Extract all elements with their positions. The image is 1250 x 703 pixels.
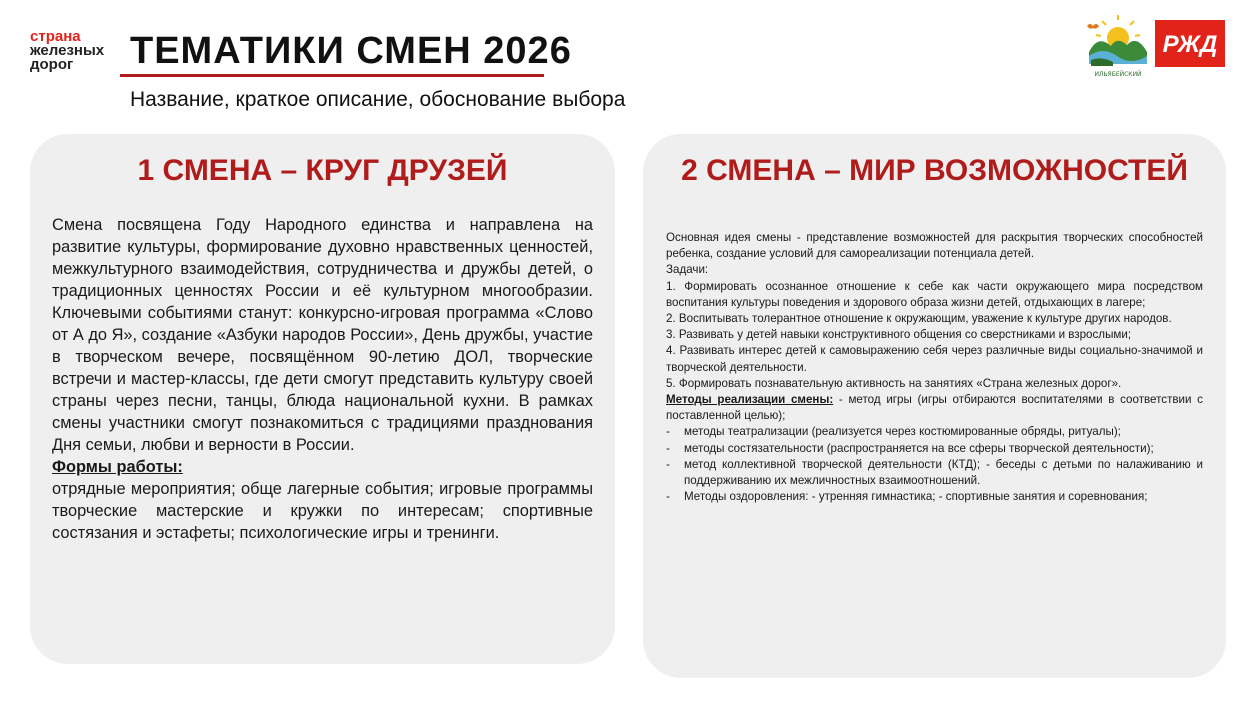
brand-line-2: железных	[30, 42, 105, 59]
brand-line-3: дорог	[30, 56, 74, 73]
shift-1-forms-text: отрядные мероприятия; обще лагерные события; игровые программы творческие мастерские и кружки по интересам; спортивные состязания и эстафеты; психологические игры и тренинги.	[52, 480, 593, 542]
shift-2-title: 2 СМЕНА – МИР ВОЗМОЖНОСТЕЙ	[681, 154, 1188, 187]
shift-2-methods-list	[666, 424, 1203, 505]
page-title: ТЕМАТИКИ СМЕН 2026	[130, 30, 572, 72]
shift-2-methods-intro-line	[666, 392, 1203, 424]
rzd-logo-icon	[1155, 20, 1225, 67]
page-subtitle: Название, краткое описание, обоснование выбора	[130, 88, 626, 111]
shift-2-idea: Основная идея смены - представление возможностей для раскрытия творческих способностей ребенка, создание условий для самореализации потенциала детей.	[666, 231, 1203, 261]
shift-2-task: 4. Развивать интерес детей к самовыражению себя через различные виды социально-значимой и творческой деятельности.	[666, 344, 1203, 374]
shift-1-description: Смена посвящена Году Народного единства и направлена на развитие культуры, формирование духовно нравственных ценностей, межкультурного взаимодействия, сотрудничества и дружбы детей, о традиционных ценностях России и её культурном многообразии. Ключевыми событиями станут: конкурсно-игровая программа «Слово от А до Я», создание «Азбуки народов России», День дружбы, участие в творческом вечере, посвящённом 90-летию ДОЛ, творческие встречи и мастер-классы, где дети смогут представить культуру своей страны через песни, танцы, блюда национальной кухни. В рамках смены участники смогут познакомиться с традициями празднования Дня семьи, любви и верности в России.	[52, 216, 593, 454]
camp-logo-icon	[1083, 12, 1153, 80]
shift-2-task: 3. Развивать у детей навыки конструктивного общения со сверстниками и взрослыми;	[666, 328, 1132, 342]
shift-2-methods-heading: Методы реализации смены:	[666, 393, 834, 407]
brand-logo-text	[30, 30, 104, 72]
shift-2-method-item: - метод коллективной творческой деятельности (КТД); - беседы с детьми по налаживанию и поддерживанию их межличностных взаимоотношений.	[666, 457, 1203, 489]
shift-2-task: 5. Формировать познавательную активность на занятиях «Страна железных дорог».	[666, 376, 1122, 390]
shift-2-method-item: - методы театрализации (реализуется через костюмированные обряды, ритуалы);	[666, 424, 1203, 440]
shift-1-title: 1 СМЕНА – КРУГ ДРУЗЕЙ	[137, 154, 508, 187]
shift-2-method-item: - Методы оздоровления: - утренняя гимнастика; - спортивные занятия и соревнования;	[666, 489, 1203, 505]
shift-2-task: 1. Формировать осознанное отношение к себе как части окружающего мира посредством воспитания культуры поведения и здорового образа жизни детей, отдыхающих в лагере;	[666, 279, 1203, 309]
shift-2-task: 2. Воспитывать толерантное отношение к окружающим, уважение к культуре других народов.	[666, 312, 1172, 326]
title-underline	[120, 74, 544, 77]
shift-2-methods-intro: - метод игры (игры отбираются воспитателями в соответствии с поставленной целью);	[666, 393, 1203, 423]
svg-text:ИЛЬЯБЕЙСКИЙ: ИЛЬЯБЕЙСКИЙ	[1094, 71, 1142, 78]
brand-line-1: страна	[30, 28, 81, 45]
shift-2-tasks-heading: Задачи:	[666, 263, 709, 277]
shift-1-body	[52, 214, 593, 544]
shift-1-forms-heading: Формы работы:	[52, 458, 183, 476]
shift-2-method-item: - методы состязательности (распространяется на все сферы творческой деятельности);	[666, 441, 1203, 457]
svg-text:РЖД: РЖД	[1162, 30, 1218, 58]
shift-2-body	[666, 230, 1203, 505]
shift-2-card	[643, 134, 1226, 678]
shift-1-card	[30, 134, 615, 664]
